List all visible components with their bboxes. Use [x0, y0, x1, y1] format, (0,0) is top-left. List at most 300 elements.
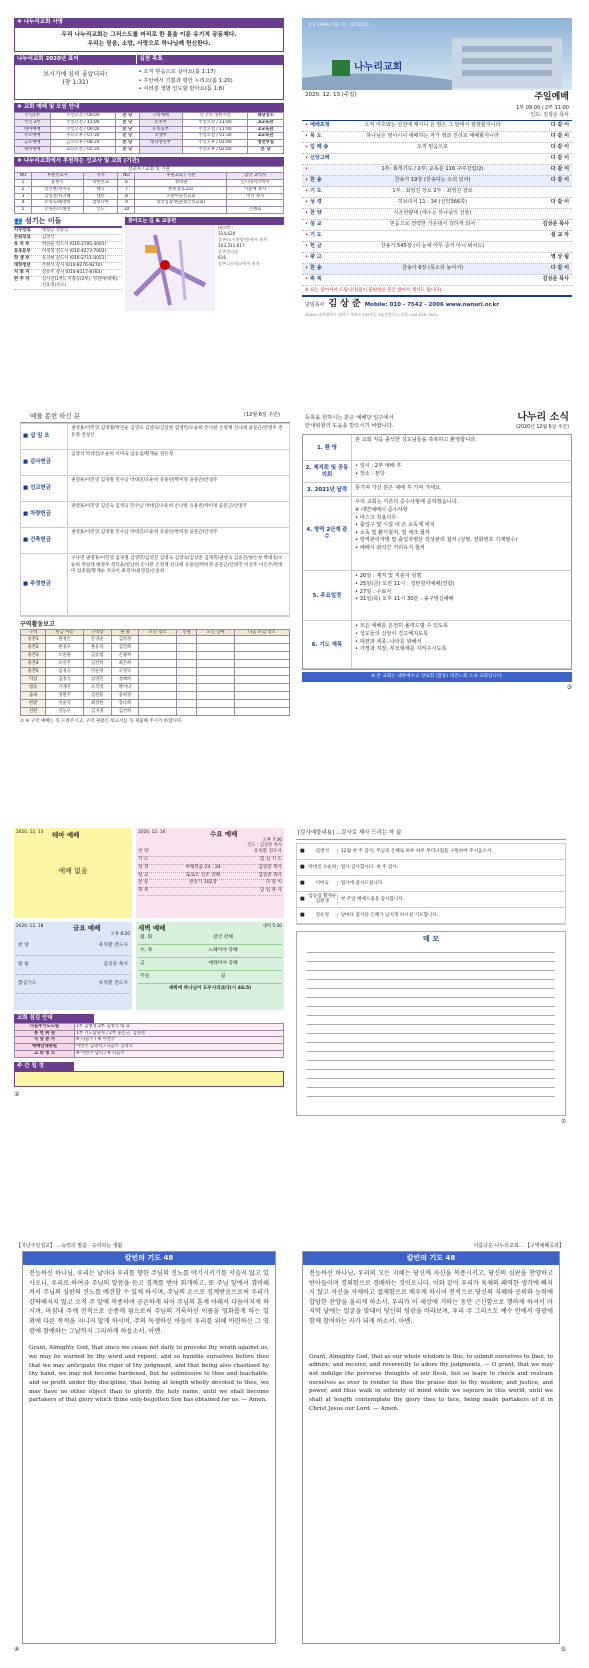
- report-cell: 정원주: [46, 692, 84, 700]
- goals-list: [136, 65, 283, 99]
- fri-title: 금요 예배: [72, 924, 101, 932]
- square-bullet-icon: ■: [300, 880, 305, 887]
- vision-text-2: 우리는 믿음, 소망, 사랑으로 하나님께 헌신한다.: [87, 40, 211, 47]
- staff-title: [14, 217, 122, 228]
- report-head-cell: 다음 모임 장소: [234, 629, 289, 636]
- staff-role: 유 치 부: [14, 241, 30, 247]
- worship-cell: 주일오전 / 09:00: [50, 126, 116, 133]
- report-empty-cell: [176, 668, 196, 676]
- offering-row: [21, 450, 289, 476]
- offering-type-label: 선교헌금: [30, 485, 51, 492]
- order-content: 1부: 회개기도 / 2부: 교독문 116 구주강림(2): [381, 166, 484, 173]
- prayer-english: Grant, Almighty God, that as our whole wisdom is this, to submit ourselves to thee, to admire, and receive, and reverently to adore thy judgments, — O grant, that we may not indulge the perverse thoughts of our flesh, but so learn to check and restrain ourselves as ever to render to thee the praise due to thy wisdom, and justice, and power, and thus walk in sobriety of mind while we sojourn in this world, until we shall at length contemplate thy glory thee to face, being made partakers of it in Christ Jesus our Lord. — Amen.: [309, 1353, 553, 1412]
- worship-row: [15, 126, 284, 133]
- vision-text-1: 우리 나누리교회는 그리스도를 머리로 한 몸을 이룬 유기적 공동체다.: [61, 31, 237, 38]
- order-bullet-icon: •: [305, 221, 309, 228]
- duty-label: 예배안내위원: [15, 1044, 75, 1051]
- news-intro-line: 등록을 원하시는 분은 예배당 입구에서: [305, 414, 394, 421]
- report-row: [21, 692, 290, 700]
- report-empty-cell: [197, 660, 235, 668]
- order-content: 1부 : 최영진 장로 2부 : 최영진 장로: [392, 188, 473, 195]
- order-person: 김상준 목사: [542, 221, 569, 228]
- report-cell: 송촌5: [21, 668, 46, 676]
- news-period: (2020년 12월 6일 주간): [516, 424, 569, 430]
- report-cell: 홍유라: [83, 644, 111, 652]
- report-footer: ① ※ 구역 예배는 꼭 드려주시고, 구역 권찰은 보고서를 꼭 제출해 주시기 바랍니다.: [20, 719, 183, 725]
- mission-cell: 오목수/조혜정: [31, 207, 83, 214]
- worship-row: [15, 119, 284, 126]
- mission-cell: 이석 목사: [227, 193, 284, 200]
- report-row: [21, 684, 290, 692]
- thanks-title: [감사예물내용] ...감사로 제사 드리는 자 삶: [296, 828, 566, 840]
- worship-row: [15, 146, 284, 153]
- report-empty-cell: [197, 636, 235, 644]
- mission-cell: 8: [118, 193, 135, 200]
- bus-line: 314,620: [218, 231, 236, 237]
- dawn-row: [138, 958, 282, 971]
- order-row: [302, 242, 572, 253]
- wed-header: [138, 830, 282, 838]
- order-bullet-icon: •: [305, 177, 309, 184]
- memo-title: 메 모: [423, 934, 439, 943]
- mission-head-cell: 후원교회 / 기관: [135, 173, 227, 180]
- dawn-day: 금: [140, 961, 145, 967]
- page-number: ③: [566, 684, 572, 692]
- order-label: 기 도: [310, 232, 322, 239]
- duty-value: 이번주 김영석 / 다음주 김영석: [75, 1044, 284, 1051]
- services-grid-2: [14, 922, 284, 1010]
- fri-person: 유치환 전도사: [98, 981, 128, 987]
- page-number: ⑦: [560, 1117, 566, 1125]
- square-bullet-icon: ■: [23, 459, 29, 466]
- page1-panel: [14, 18, 284, 388]
- order-label: 신앙고백: [310, 155, 330, 162]
- order-label: 축 복: [310, 276, 322, 283]
- year-section: [14, 55, 284, 64]
- offering-row: [21, 424, 289, 450]
- offering-period: (12월 6일 주간): [244, 412, 280, 418]
- news-item-body: 본 교회 처음 출석한 성도님들을 축복하고 환영합니다.: [351, 435, 571, 460]
- report-row: [21, 652, 290, 660]
- worship-cell: 3교육관: [248, 119, 284, 126]
- wed-leader: 인도 : 김상준 목사: [247, 843, 282, 849]
- wed-person: 김상준 목사: [258, 872, 282, 878]
- mission-cell: [135, 207, 227, 214]
- staff-name: 강유주 강사 (010-8117-8783): [42, 269, 103, 275]
- dawn-row: [138, 971, 282, 984]
- bus-line: 송촌고등학교에서 하차: [218, 260, 260, 266]
- mission-cell: [227, 200, 284, 207]
- report-empty-cell: [234, 700, 289, 708]
- report-empty-cell: [234, 692, 289, 700]
- map-image: [125, 225, 215, 311]
- staff-row: [14, 228, 122, 235]
- wed-part: 축 복: [138, 888, 149, 894]
- thanks-text: 12월 첫 주 감사, 주님의 은혜로 하루 하루 무더나렴을 구원하여 주셔옵소서.: [340, 848, 493, 854]
- dawn-service-box: [136, 922, 284, 1010]
- dawn-content: 쉼: [220, 974, 226, 980]
- worship-cell: 본 당: [116, 119, 139, 126]
- mission-head-cell: NO: [15, 173, 32, 180]
- worship-cell: 본 당: [116, 133, 139, 140]
- duty-label: 봉 헌 위 원: [15, 1030, 75, 1037]
- bus-line: 송촌(도서관방면)에서 하차: [218, 237, 268, 243]
- report-empty-cell: [176, 708, 196, 716]
- goal-title: 실천 목표: [136, 55, 285, 64]
- mission-row: [15, 186, 284, 193]
- bus-line: 103,311,617: [218, 242, 245, 248]
- offering-type: [21, 450, 67, 475]
- wed-part: 찬 송: [138, 880, 149, 886]
- staff-icon: 👥: [14, 217, 23, 226]
- motto-text: 보시기에 심히 좋았더라!: [43, 71, 108, 79]
- news-title: 나누리 소식: [517, 412, 569, 423]
- order-label: 예배초청: [310, 122, 330, 129]
- service-times: 1부 09:00 / 2부 11:00: [516, 105, 569, 112]
- worship-cell: 대아예배: [15, 126, 51, 133]
- worship-cell: 금요오후 / 08:20: [50, 140, 116, 147]
- report-empty-cell: [139, 652, 177, 660]
- memo-line: [307, 1025, 555, 1034]
- news-item-body: • 모든 예배를 온전히 올려드릴 수 있도록 • 성도들의 신앙이 견고해지도록 • 대전과 세종, 나라를 위해서 • 가정과 직장, 부모형제를 지켜주시도록: [351, 621, 571, 668]
- report-cell: 송촌4: [21, 660, 46, 668]
- memo-box: [296, 931, 566, 1116]
- dawn-day: 수, 목: [140, 948, 153, 954]
- order-bullet-icon: •: [305, 133, 309, 140]
- report-empty-cell: [176, 636, 196, 644]
- mission-cell: 태국: [83, 186, 118, 193]
- page5-panel: [14, 828, 284, 1163]
- duty-label: 교 회 청 소: [15, 1051, 75, 1058]
- sermon-heading: 【지난주일설교】 ...능력의 말씀 · 승리하는 생활: [16, 1243, 123, 1249]
- news-item-body: • 일시 : 2부 예배 후 • 장소 : 본당: [351, 461, 571, 482]
- staff-role: 학 생 부: [14, 255, 30, 261]
- theme-title: 테마 예배: [52, 831, 80, 839]
- report-empty-cell: [176, 700, 196, 708]
- fri-time: 오후 8:20: [110, 932, 130, 938]
- worship-row: [15, 113, 284, 120]
- week-title: 주 간 일 정: [14, 1062, 74, 1071]
- order-bullet-icon: •: [305, 199, 309, 206]
- thanks-name: 임승겸 황재순 임원생: [308, 893, 337, 905]
- report-cell: 오선주: [46, 660, 84, 668]
- report-cell: 임경숙: [46, 668, 84, 676]
- offering-type: [21, 502, 67, 527]
- report-row: [21, 708, 290, 716]
- wed-row: [138, 865, 282, 873]
- report-cell: 오영숙: [111, 668, 139, 676]
- dawn-content: 느헤미야 강해: [208, 948, 238, 954]
- worship-cell: 해당장소: [248, 113, 284, 120]
- report-head-cell: 구역: [21, 629, 46, 636]
- wed-content: [164, 849, 242, 856]
- report-empty-cell: [234, 660, 289, 668]
- thanks-name: 전유정: [308, 913, 338, 919]
- fri-row: [16, 975, 130, 994]
- report-empty-cell: [176, 684, 196, 692]
- page-number: ④: [14, 1646, 20, 1654]
- order-row: [302, 154, 572, 165]
- order-content: 찬송가 19장 (찬송하는 소리 있어): [394, 177, 471, 184]
- order-bullet-icon: •: [305, 122, 309, 129]
- order-bullet-icon: •: [305, 276, 309, 283]
- mission-cell: 인터내셔코이아: [227, 180, 284, 187]
- report-title: 구역활동보고: [20, 621, 55, 629]
- report-cell: 송촌1: [21, 636, 46, 644]
- order-bullet-icon: •: [305, 155, 309, 162]
- wed-content: [164, 857, 242, 864]
- report-header-row: [21, 629, 290, 636]
- worship-header: ❖ 교회 예배 및 모임 안내: [14, 103, 284, 112]
- report-empty-cell: [197, 692, 235, 700]
- church-banner: [302, 18, 572, 90]
- report-empty-cell: [176, 644, 196, 652]
- worship-cell: 2교육관: [248, 133, 284, 140]
- staff-role: 지 휘 자: [14, 269, 30, 275]
- news-item-label: 5. 주요일정: [312, 592, 342, 599]
- map-body: [125, 225, 284, 311]
- order-person: 다 같 이: [550, 155, 569, 162]
- offering-type-label: 건축헌금: [30, 537, 51, 544]
- square-bullet-icon: ■: [300, 896, 305, 903]
- offering-type: [21, 424, 67, 449]
- report-cell: 송촌3: [21, 652, 46, 660]
- news-item-body: 우리 교회는 기존의 준수사항에 준하겠습니다. ※ 대면예배시 준수사항 • 마스크 착용의무 • 출입구 및 시설 내 손 소독제 비치 • 소독 및 환기철저, 열 체크 철저 • 방역관리자명 및 출입자명단 작성관리 철저 (성명, 전화번호 기재필수) • 예배시 좌석간 거리유지 철저: [351, 497, 571, 570]
- staff-name: 이재혁 전도사 (010-4273-7003): [42, 248, 107, 254]
- order-person: 다 같 이: [550, 133, 569, 140]
- order-label: 기 도: [310, 188, 322, 195]
- church-address: 34442 대전광역시 대덕구 계족로 595번길 34(송촌동) / 전화: 042-626-7001: [305, 311, 438, 317]
- dawn-header: [138, 924, 282, 932]
- staff-row: [14, 249, 122, 256]
- order-of-worship: [302, 121, 572, 286]
- mission-cell: 3: [15, 193, 32, 200]
- worship-cell: 주일오전 / 11:00: [50, 119, 116, 126]
- district-heading: 아름다운 나누리교회... 【구역예배공과】: [473, 1243, 564, 1249]
- offering-names: 권영휴/이민영 김경철/박연순 김영숙 김영숙/김일현 김영민/오순희 손낙관 손정재 신나래 윤문근/안영주 전유정 전청신: [67, 424, 289, 449]
- report-cell: 송촌2: [21, 644, 46, 652]
- report-empty-cell: [176, 692, 196, 700]
- order-bullet-icon: •: [305, 210, 309, 217]
- news-item-label: 3. 2021년 달력: [306, 486, 348, 493]
- duty-table: [14, 1023, 284, 1058]
- worship-row: [15, 140, 284, 147]
- report-row: [21, 644, 290, 652]
- report-cell: 김지경: [83, 708, 111, 716]
- pastor-name: 김 상 준: [328, 299, 361, 310]
- fri-order: [16, 937, 130, 994]
- order-content: 오직 믿음으로: [416, 144, 449, 151]
- services-grid: [14, 828, 284, 918]
- worship-cell: 주일오후 / 01:00: [182, 140, 248, 147]
- order-person: 다 같 이: [550, 199, 569, 206]
- offering-names: 구나영 권영휴/이민영 김경철 김영민/김영진 김영숙 김영숙/김상준 김재복/권영숙 김윤진/양은정 박대진/오순희 박일래 변정우 성덕윤/강남희 손낙관 손정재 신나래 유용빈/박미정 윤문근/안영주 이선주 이은주/박정미 임승겸/황재순 지숙이 최영자/최영진/손윤희: [67, 554, 289, 615]
- worship-cell: 주일오전 / 11:00: [182, 119, 248, 126]
- order-label: 찬 송: [310, 177, 322, 184]
- order-person: 김상준 목사: [542, 276, 569, 283]
- memo-line: [307, 944, 555, 953]
- staff-box: [14, 217, 122, 317]
- order-bullet-icon: •: [305, 254, 309, 261]
- news-item: [303, 571, 571, 621]
- report-cell: 송희정: [111, 692, 139, 700]
- worship-cell: 유초등부: [139, 126, 182, 133]
- report-cell: 김선희: [111, 708, 139, 716]
- news-item: [303, 621, 571, 669]
- mission-header: ❖ 나누리교회에서 후원하는 선교사 및 교회 (기관): [14, 157, 284, 166]
- prayer-title: 칼빈의 기도 48: [23, 1252, 275, 1265]
- report-cell: 장나희: [111, 700, 139, 708]
- report-empty-cell: [139, 692, 177, 700]
- mission-cell: 모퉁이돌선교회: [135, 193, 227, 200]
- news-item-label: 2. 제직회 및 공동의회: [305, 465, 349, 478]
- contact-info[interactable]: Mobile: 010 - 7542 - 2006 www.nanuri.or.kr: [364, 301, 500, 308]
- mission-head-cell: 지역: [83, 173, 118, 180]
- news-item: [303, 483, 571, 497]
- worship-cell: 수요오후 / 07:30: [50, 133, 116, 140]
- mission-header-row: [15, 173, 284, 180]
- offering-type-label: 십 일 조: [30, 433, 50, 440]
- offering-type-label: 주정헌금: [30, 581, 51, 588]
- offering-row: [21, 554, 289, 616]
- mission-cell: 이윤배 목사: [227, 186, 284, 193]
- staff-title-text: 섬기는 이들: [25, 217, 62, 226]
- report-empty-cell: [139, 644, 177, 652]
- staff-role: 은퇴장로: [14, 234, 31, 240]
- order-row: [302, 253, 572, 264]
- square-bullet-icon: ■: [300, 912, 305, 919]
- square-bullet-icon: ■: [23, 485, 29, 492]
- report-cell: 김희정: [111, 636, 139, 644]
- order-label: 찬 양: [310, 210, 322, 217]
- page7-panel: [14, 1242, 284, 1662]
- report-empty-cell: [139, 700, 177, 708]
- report-empty-cell: [234, 676, 289, 684]
- fri-part: 합심기도: [18, 981, 37, 987]
- dawn-verse: 새벽에 하나님이 도우시리로다(시 46:5): [168, 986, 252, 992]
- mission-cell: 윤한식: [31, 180, 83, 187]
- square-bullet-icon: ■: [23, 433, 29, 440]
- order-content: 믿음으로 연약한 가운데서 강하게 되어: [389, 221, 476, 228]
- worship-cell: 주일오전 / 01:30: [182, 133, 248, 140]
- order-content: 하나님은 영이시니 예배하는 자가 영과 진리로 예배할지니라: [366, 133, 499, 140]
- order-bullet-icon: •: [305, 166, 309, 173]
- report-cell: 한밭: [21, 700, 46, 708]
- worship-cell: 본 당: [116, 140, 139, 147]
- memo-line: [307, 1034, 555, 1043]
- prayer-korean: 전능하신 하나님, 우리의 모든 지혜는 당신께 자신을 복종시키고, 당신의 심판을 찬양하고 받아들이며 경외함으로 경배하는 것이오니다. 이와 같이 우리가 육체의 패역한 생각에 빠지지 않고 자신을 자제하고 절제함으로 배우게 하시어 전적으로 당신의 지혜와 공의와 능력에 합당한 찬양을 올리게 하소서. 우리가 이 세상에 거하는 동안 근신함으로 행하게 하셔서 마지막 날에는 얼굴을 맞대어 당신의 영광을 바라보며, 우리 주 그리스도 예수 안에서 영광에 함께 참여하는 자가 되게 하소서. 아멘.: [309, 1270, 553, 1326]
- order-label: 광 고: [310, 254, 322, 261]
- theme-date: 2020. 12. 13: [16, 830, 44, 835]
- order-row: [302, 209, 572, 220]
- year-title: 나누리교회 2020년 표어: [14, 55, 136, 64]
- offering-names: 권영휴/이민영 김인숙 김영숙 민수남 박대진/오순희 손낙관 유용빈/박미정 윤문근/안영주: [67, 502, 289, 527]
- offering-type: [21, 528, 67, 553]
- wed-person: 김상준 목사: [258, 864, 282, 870]
- mission-cell: 북한선교: [83, 180, 118, 187]
- report-empty-cell: [197, 708, 235, 716]
- worship-cell: 주일오후 / 02:00: [182, 146, 248, 153]
- report-empty-cell: [176, 652, 196, 660]
- report-empty-cell: [234, 684, 289, 692]
- worship-cell: 주일 2부: [15, 119, 51, 126]
- duty-value: ※ 다음주 / ※ 이번주: [75, 1037, 284, 1044]
- dawn-title: 새벽 예배: [138, 924, 166, 932]
- mission-cell: 유성욱/최영희: [31, 200, 83, 207]
- service-header: [302, 90, 572, 105]
- page-number: ②: [14, 1090, 20, 1098]
- thanks-row: [297, 844, 565, 860]
- news-footer: ※ 본 교회는 대한예수교 장로회 (합동) 대전노회 소속 교회입니다.: [302, 672, 572, 682]
- mission-cell: 홍대권: [135, 180, 227, 187]
- worship-cell: 각 구역 정한시간: [182, 113, 248, 120]
- wed-person: 유치환 전도사: [253, 848, 282, 854]
- wed-person: 합 심 기 도: [259, 856, 282, 862]
- news-item-label: 6. 기도 제목: [311, 641, 343, 648]
- order-person: 다 같 이: [550, 166, 569, 173]
- vision-header: ❖ 나누리교회 사명: [14, 18, 284, 27]
- thanks-row: [297, 892, 565, 908]
- wed-person: 다 같 이: [265, 880, 282, 886]
- worship-cell: 본 당: [248, 146, 284, 153]
- offering-header: [20, 410, 290, 423]
- report-cell: 김현용: [83, 692, 111, 700]
- wed-part: 설 교: [138, 872, 149, 878]
- mission-cell: 4: [15, 200, 32, 207]
- wed-order: [138, 849, 282, 896]
- dawn-day: 월, 화: [140, 935, 153, 941]
- dawn-row: [138, 932, 282, 945]
- order-row: [302, 220, 572, 231]
- staff-row: [14, 277, 122, 290]
- offering-title: 예물 봉헌 하신 분: [30, 412, 81, 420]
- worship-cell: 본 당: [116, 126, 139, 133]
- news-intro-line: 안내위원의 도움을 받으시기 바랍니다.: [305, 422, 394, 429]
- order-content: 시온한량대 (에수는 하나님의 선물): [393, 210, 472, 217]
- mission-head-cell: NO: [118, 173, 135, 180]
- report-empty-cell: [234, 644, 289, 652]
- offering-names: 권영휴/이민영 김경철 민수남 박대진/오순희 유용빈/박미정 윤문근/안영주: [67, 476, 289, 501]
- order-label: 묵 도: [310, 133, 322, 140]
- service-title: 주일예배: [534, 92, 569, 102]
- worship-cell: 본 당: [116, 146, 139, 153]
- goal-item: • 주안에서 기쁨과 평안 누려요(롬 1:20): [138, 77, 233, 84]
- mission-subtitle: 선교사 / 교회 및 기관: [14, 166, 284, 173]
- report-empty-cell: [139, 668, 177, 676]
- worship-row: [15, 133, 284, 140]
- wed-time: 오후 7:30: [262, 838, 282, 844]
- offering-type: [21, 554, 67, 615]
- order-row: [302, 187, 572, 198]
- service-leader: 인도: 김상순 목사: [302, 112, 572, 121]
- report-row: [21, 676, 290, 684]
- theme-body: 예배 없음: [58, 867, 88, 876]
- report-cell: 문영순: [83, 636, 111, 644]
- report-cell: 최은희: [111, 660, 139, 668]
- square-bullet-icon: ■: [23, 537, 29, 544]
- staff-row: [14, 256, 122, 263]
- worship-title: 교회 예배 및 모임 안내: [23, 104, 80, 111]
- report-empty-cell: [139, 684, 177, 692]
- memo-line: [307, 962, 555, 971]
- report-cell: 원정인: [46, 636, 84, 644]
- church-building-image: [302, 18, 572, 90]
- memo-line: [307, 1043, 555, 1052]
- report-row: [21, 636, 290, 644]
- order-row: [302, 132, 572, 143]
- mission-cell: 대만: [83, 193, 118, 200]
- staff-role: 대학청년: [14, 262, 31, 268]
